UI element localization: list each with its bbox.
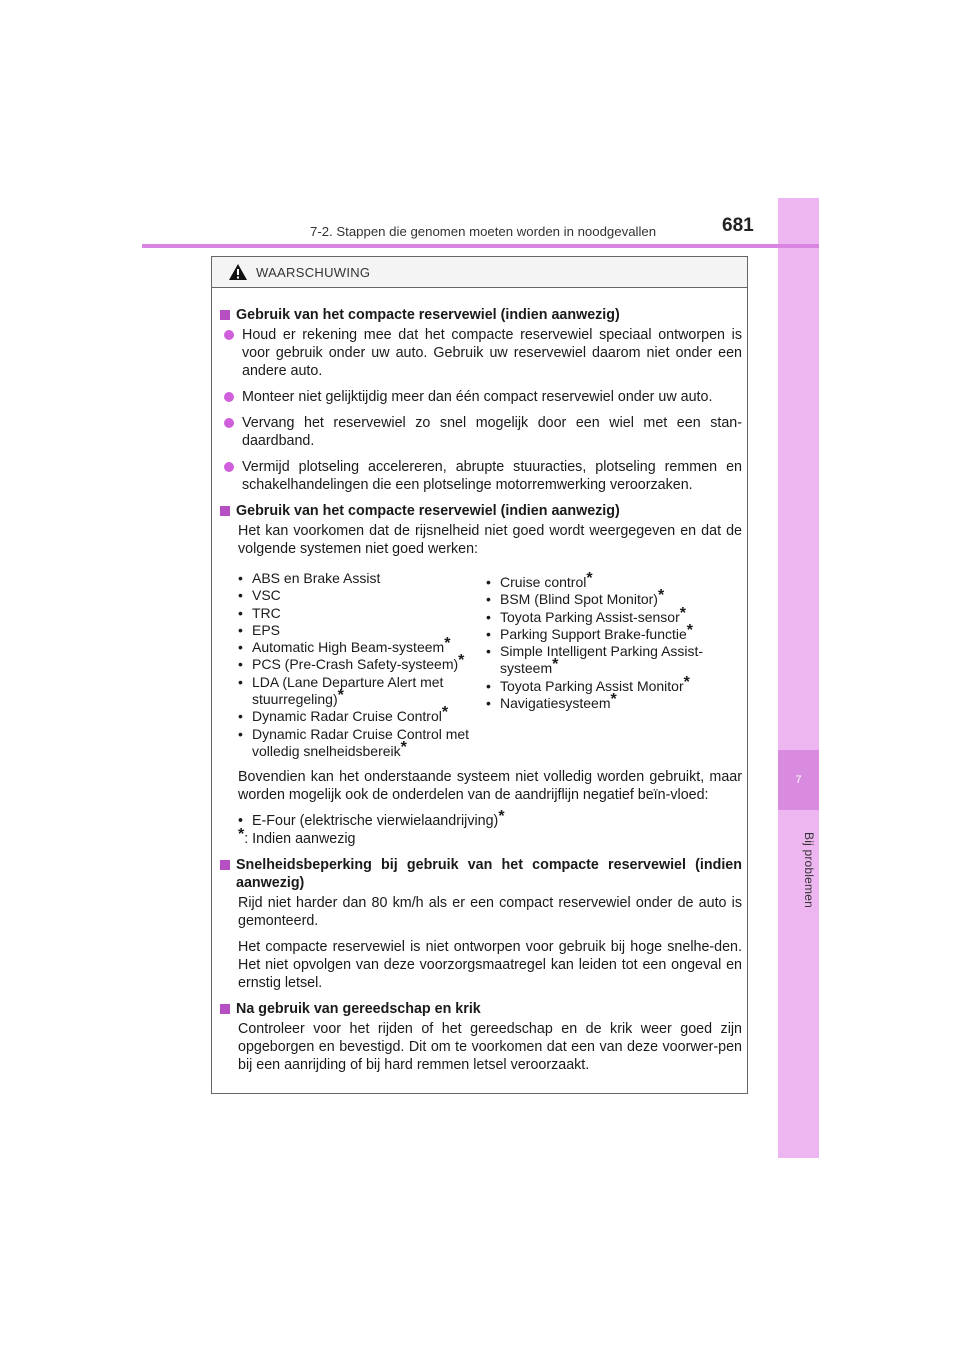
paragraph: Het compacte reservewiel is niet ontworpen voor gebruik bij hoge snelhe-den. Het niet opvolgen van deze voorzorgsmaatregel kan leiden tot een ongeval en ernstig letsel. [238,939,742,992]
list-item: • ABS en Brake Assist [238,570,381,586]
bullet-item: Vermijd plotseling accelereren, abrupte stuuracties, plotseling remmen en schakelhandelingen die een plotselinge motorremwerking veroorzaken. [220,458,742,494]
list-item: • PCS (Pre-Crash Safety-systeem)* [238,652,465,673]
list-item: • TRC [238,604,281,621]
list-item: • Dynamic Radar Cruise Control* [238,704,449,725]
systems-list-right [486,570,742,760]
warning-content [212,288,747,1074]
systems-list [238,570,742,760]
paragraph: Controleer voor het rijden of het gereedschap en de krik weer goed zijn opgeborgen en bevestigd. Dit om te voorkomen dat een van deze voorwer-pen bij een aanrijding of bij hard remmen letsel veroorzaakt. [238,1021,742,1074]
list-item: • BSM (Blind Spot Monitor)* [486,587,665,608]
bullet-item: Vervang het reservewiel zo snel mogelijk door een wiel met een stan-daardband. [220,414,742,450]
list-item: • Parking Support Brake-functie* [486,621,693,642]
list-item: • LDA (Lane Departure Alert met stuurregeling)* [238,673,444,708]
warning-box [211,256,748,1094]
list-item: • Automatic High Beam-systeem* [238,635,451,656]
paragraph: Rijd niet harder dan 80 km/h als er een compact reservewiel onder de auto is gemonteerd. [238,895,742,930]
list-item: • Dynamic Radar Cruise Control met volledig snelheidsbereik* [238,725,470,759]
list-item: • EPS [238,621,281,638]
warning-heading: WAARSCHUWING [256,264,371,280]
list-item: • E-Four (elektrische vierwielaandrijving)* [238,808,505,830]
list-item: • Simple Intelligent Parking Assist-systeem* [486,643,704,677]
section-header-title: 7-2. Stappen die genomen moeten worden in noodgevallen [310,224,657,239]
paragraph: Het kan voorkomen dat de rijsnelheid niet goed wordt weergegeven en dat de volgende systemen niet goed werken: [238,523,742,557]
list-item: • Toyota Parking Assist-sensor* [486,604,686,625]
warning-header [212,257,747,288]
section-heading: Na gebruik van gereedschap en krik [220,1000,742,1018]
systems-list-left [238,570,494,760]
bullet-item: Houd er rekening mee dat het compacte reservewiel speciaal ontworpen is voor gebruik onder uw auto. Gebruik uw reservewiel daarom niet onder een andere auto. [220,326,742,380]
chapter-number: 7 [778,750,819,810]
list-item: • Cruise control* [486,570,593,590]
list-item: • Navigatiesysteem* [486,691,617,712]
bullet-item: Monteer niet gelijktijdig meer dan één compact reservewiel onder uw auto. [220,388,742,406]
section-heading: Snelheidsbeperking bij gebruik van het compacte reservewiel (indien aanwezig) [220,856,742,892]
section-heading: Gebruik van het compacte reservewiel (indien aanwezig) [220,306,742,324]
list-item: • VSC [238,587,281,604]
footnote: *: Indien aanwezig [238,826,356,848]
section-heading: Gebruik van het compacte reservewiel (indien aanwezig) [220,502,742,520]
chapter-side-tab [778,198,819,1158]
page-number: 681 [722,215,754,236]
warning-triangle-icon [228,263,248,281]
paragraph: Bovendien kan het onderstaande systeem niet volledig worden gebruikt, maar worden mogelijk ook de onderdelen van de aandrijflijn negatief beïn-vloed: [238,769,742,804]
chapter-label: Bij problemen [802,832,816,908]
header-rule [142,244,819,248]
list-item: • Toyota Parking Assist Monitor* [486,673,690,694]
